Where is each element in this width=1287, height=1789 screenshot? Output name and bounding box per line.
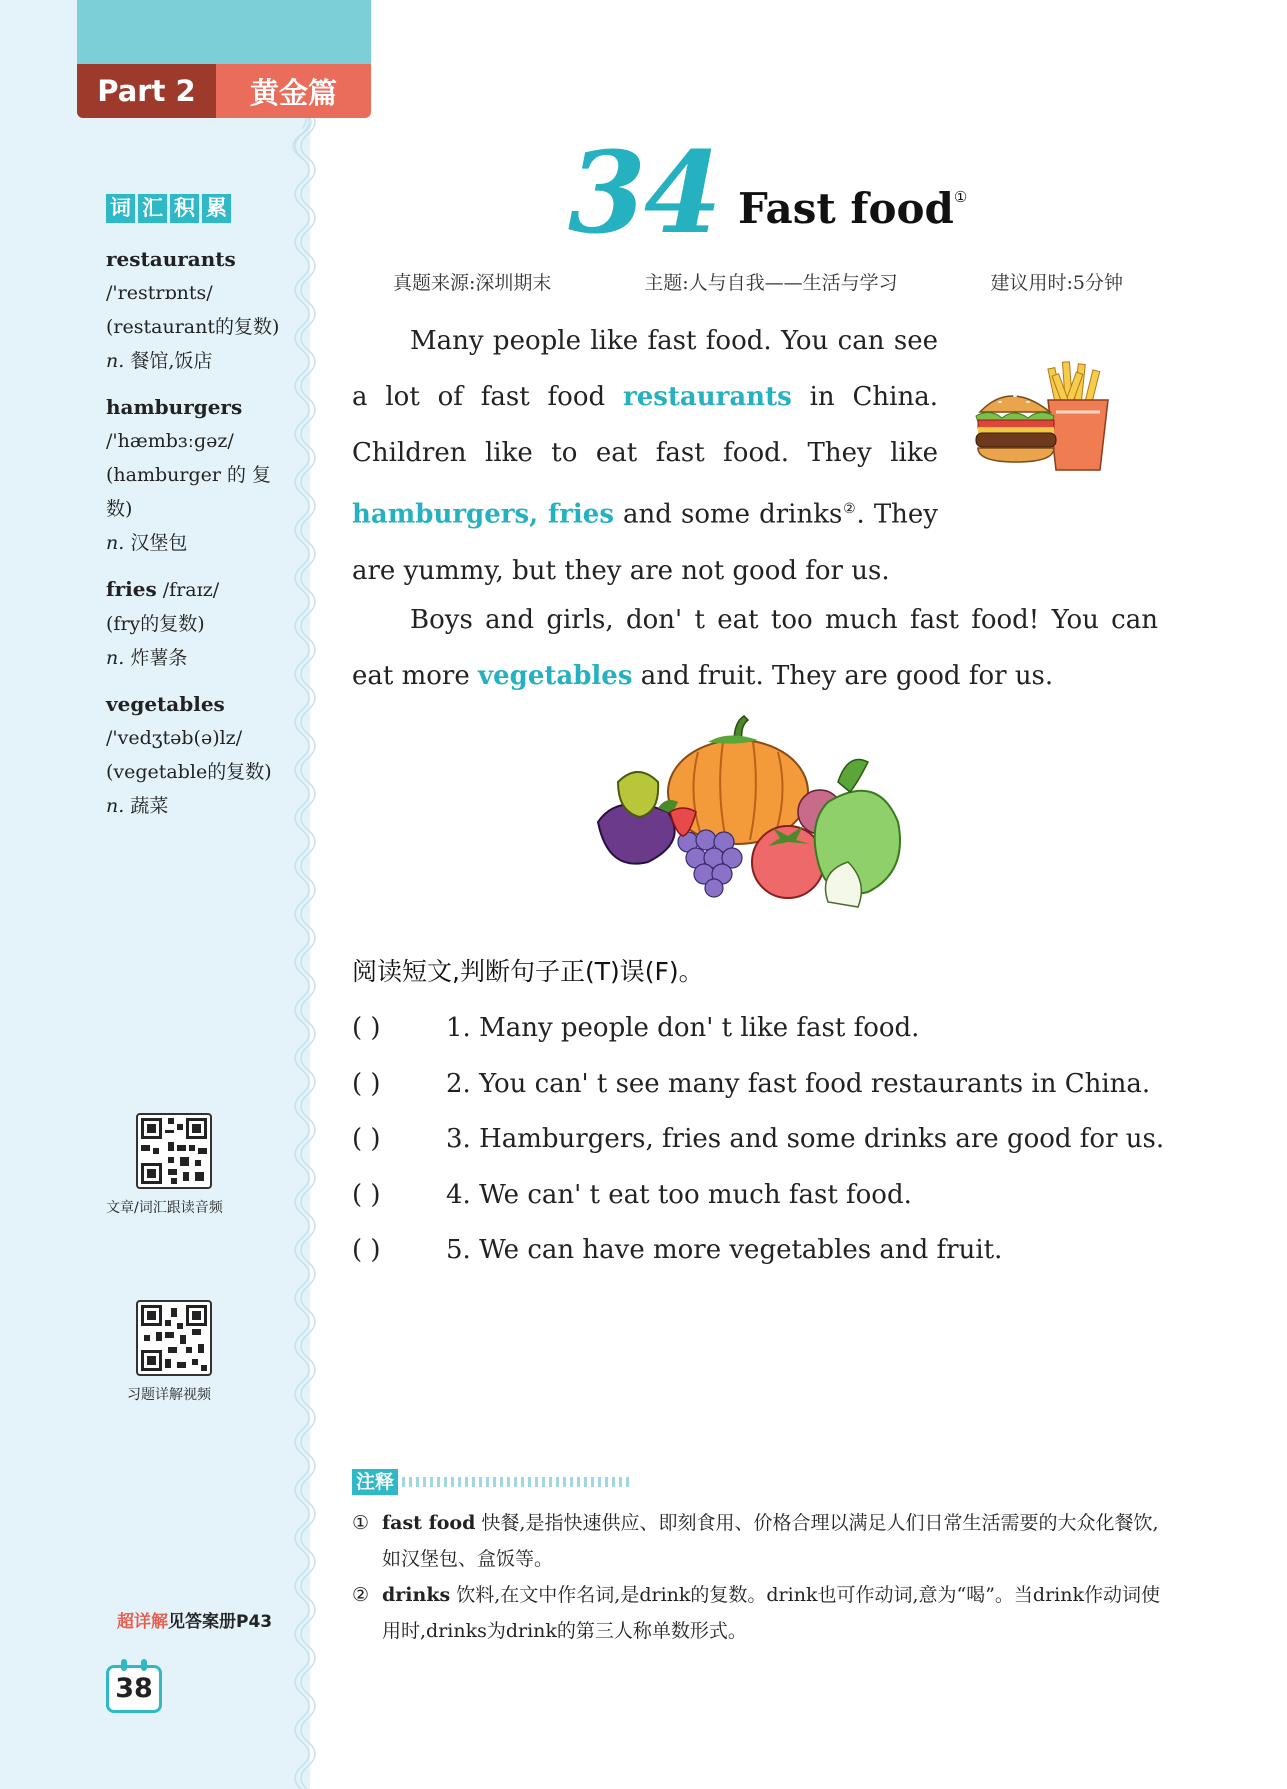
vocab-title-char: 汇 bbox=[138, 194, 167, 223]
vocab-title-char: 积 bbox=[170, 194, 199, 223]
qr-icon bbox=[138, 1302, 210, 1374]
question-text: 5. We can have more vegetables and fruit. bbox=[446, 1235, 1003, 1265]
lesson-meta bbox=[393, 268, 1123, 295]
vocab-note: (fry的复数) bbox=[106, 613, 205, 635]
notes-title: 注释 bbox=[352, 1469, 398, 1495]
keyword-fries: fries bbox=[548, 499, 614, 530]
note-item bbox=[352, 1505, 1162, 1577]
vocab-pos: n. bbox=[106, 795, 125, 817]
note-text: 饮料,在文中作名词,是drink的复数。drink也可作动词,意为“喝”。当drink作动词使用时,drinks为drink的第三人称单数形式。 bbox=[382, 1584, 1161, 1642]
passage-text: . They are yummy, but they are not good for us. bbox=[352, 499, 938, 586]
part-tab bbox=[77, 64, 371, 118]
vocab-phonetic: /fraɪz/ bbox=[156, 579, 220, 601]
vocab-phonetic: /'restrɒnts/ bbox=[106, 282, 213, 304]
vocab-meaning bbox=[106, 344, 284, 378]
vocab-title bbox=[106, 194, 231, 223]
vocab-list bbox=[106, 242, 284, 835]
grapes-icon bbox=[678, 830, 742, 897]
vocab-entry bbox=[106, 390, 284, 560]
question-item bbox=[352, 1057, 1172, 1113]
meta-time: 建议用时:5分钟 bbox=[990, 272, 1123, 294]
vocab-word: fries bbox=[106, 577, 157, 601]
lesson-title-text: Fast food bbox=[738, 184, 954, 233]
qr-code-video[interactable] bbox=[136, 1300, 212, 1376]
notes-header bbox=[352, 1469, 630, 1495]
meta-theme: 主题:人与自我——生活与学习 bbox=[644, 272, 898, 294]
note-body bbox=[382, 1505, 1162, 1577]
vocab-meaning-text: 餐馆,饭店 bbox=[124, 350, 213, 372]
keyword-restaurants: restaurants bbox=[623, 382, 792, 412]
page-number: 38 bbox=[106, 1665, 162, 1713]
notes-list bbox=[352, 1505, 1162, 1649]
vocab-meaning-text: 蔬菜 bbox=[124, 795, 169, 817]
question-text: 3. Hamburgers, fries and some drinks are good for us. bbox=[446, 1124, 1165, 1154]
qr-code-audio[interactable] bbox=[136, 1113, 212, 1189]
vocab-pos: n. bbox=[106, 532, 125, 554]
lesson-title-note: ① bbox=[953, 188, 968, 206]
lesson-number: 34 bbox=[568, 128, 720, 259]
question-item bbox=[352, 1168, 1172, 1224]
vocab-word: hamburgers bbox=[106, 395, 243, 419]
part-label: Part 2 bbox=[77, 64, 216, 118]
passage-text: and fruit. They are good for us. bbox=[632, 661, 1054, 691]
passage-text: Many people like fast food. You can see a lot of fast food bbox=[352, 326, 938, 412]
vocab-pos: n. bbox=[106, 350, 125, 372]
vocab-meaning-text: 汉堡包 bbox=[124, 532, 188, 554]
vocab-word-line bbox=[106, 572, 284, 607]
qr-icon bbox=[138, 1115, 210, 1187]
passage-text: in China. Children like to eat fast food. They like bbox=[352, 382, 938, 468]
sidebar-wave-border bbox=[292, 110, 324, 1789]
notes-divider bbox=[402, 1477, 630, 1487]
answer-blank[interactable]: ( ) bbox=[352, 1068, 381, 1099]
footnote-marker: ② bbox=[842, 501, 857, 517]
vocab-meaning bbox=[106, 526, 284, 560]
fries-icon bbox=[1048, 362, 1108, 470]
passage-comma: , bbox=[529, 499, 549, 530]
keyword-vegetables: vegetables bbox=[478, 661, 633, 691]
vocab-meaning bbox=[106, 641, 284, 675]
part-tab-top bbox=[77, 0, 371, 64]
lesson-title bbox=[738, 184, 967, 233]
vocab-word: restaurants bbox=[106, 247, 236, 271]
question-item bbox=[352, 1223, 1172, 1279]
task-title: 阅读短文,判断句子正(T)误(F)。 bbox=[352, 957, 704, 986]
vocab-note: (hamburger 的 复数) bbox=[106, 464, 272, 520]
meta-source: 真题来源:深圳期末 bbox=[393, 272, 552, 294]
lettuce-icon bbox=[815, 760, 900, 908]
qr-label-video: 习题详解视频 bbox=[127, 1387, 211, 1403]
answer-ref-text: 见答案册P43 bbox=[168, 1612, 273, 1632]
vocab-phonetic: /'hæmbɜːɡəz/ bbox=[106, 430, 234, 452]
vocab-pos: n. bbox=[106, 647, 125, 669]
passage-text: Boys and girls, don' t eat too much fast food! You can eat more bbox=[352, 605, 1158, 691]
question-item bbox=[352, 1001, 1172, 1057]
vocab-title-char: 词 bbox=[106, 194, 135, 223]
vocab-entry bbox=[106, 687, 284, 823]
question-text: 1. Many people don' t like fast food. bbox=[446, 1013, 920, 1043]
qr-label-audio: 文章/词汇跟读音频 bbox=[106, 1200, 223, 1216]
keyword-hamburgers: hamburgers bbox=[352, 499, 530, 530]
question-item bbox=[352, 1112, 1172, 1168]
vocab-title-char: 累 bbox=[202, 194, 231, 223]
vocab-note: (vegetable的复数) bbox=[106, 761, 272, 783]
vocab-meaning-text: 炸薯条 bbox=[124, 647, 188, 669]
note-number: ② bbox=[352, 1584, 370, 1606]
tomato-icon bbox=[752, 826, 824, 898]
vocab-phonetic: /'vedʒtəb(ə)lz/ bbox=[106, 727, 243, 749]
answer-blank[interactable]: ( ) bbox=[352, 1124, 381, 1154]
vocab-entry bbox=[106, 242, 284, 378]
note-term: fast food bbox=[382, 1512, 476, 1534]
note-body bbox=[382, 1577, 1162, 1649]
answer-ref-highlight: 超详解 bbox=[117, 1612, 168, 1632]
answer-blank[interactable]: ( ) bbox=[352, 1179, 381, 1210]
burger-icon bbox=[976, 395, 1056, 462]
answer-blank[interactable]: ( ) bbox=[352, 1235, 381, 1265]
passage-paragraph-1 bbox=[352, 313, 938, 599]
vocab-entry bbox=[106, 572, 284, 675]
burger-fries-illustration bbox=[970, 360, 1140, 485]
answer-reference bbox=[117, 1607, 272, 1632]
question-list bbox=[352, 1001, 1172, 1279]
note-term: drinks bbox=[382, 1584, 451, 1606]
vocab-word: vegetables bbox=[106, 692, 225, 716]
passage-paragraph-2 bbox=[352, 592, 1158, 704]
section-label: 黄金篇 bbox=[216, 64, 371, 118]
vocab-meaning bbox=[106, 789, 284, 823]
vocab-note: (restaurant的复数) bbox=[106, 316, 280, 338]
answer-blank[interactable]: ( ) bbox=[352, 1013, 381, 1043]
question-text: 4. We can' t eat too much fast food. bbox=[446, 1179, 912, 1210]
note-item bbox=[352, 1577, 1162, 1649]
vegetables-illustration bbox=[588, 712, 918, 912]
question-text: 2. You can' t see many fast food restaurants in China. bbox=[446, 1068, 1151, 1099]
note-number: ① bbox=[352, 1512, 370, 1534]
note-text: 快餐,是指快速供应、即刻食用、价格合理以满足人们日常生活需要的大众化餐饮,如汉堡包、盒饭等。 bbox=[382, 1512, 1159, 1570]
passage-text: and some drinks bbox=[613, 499, 843, 530]
